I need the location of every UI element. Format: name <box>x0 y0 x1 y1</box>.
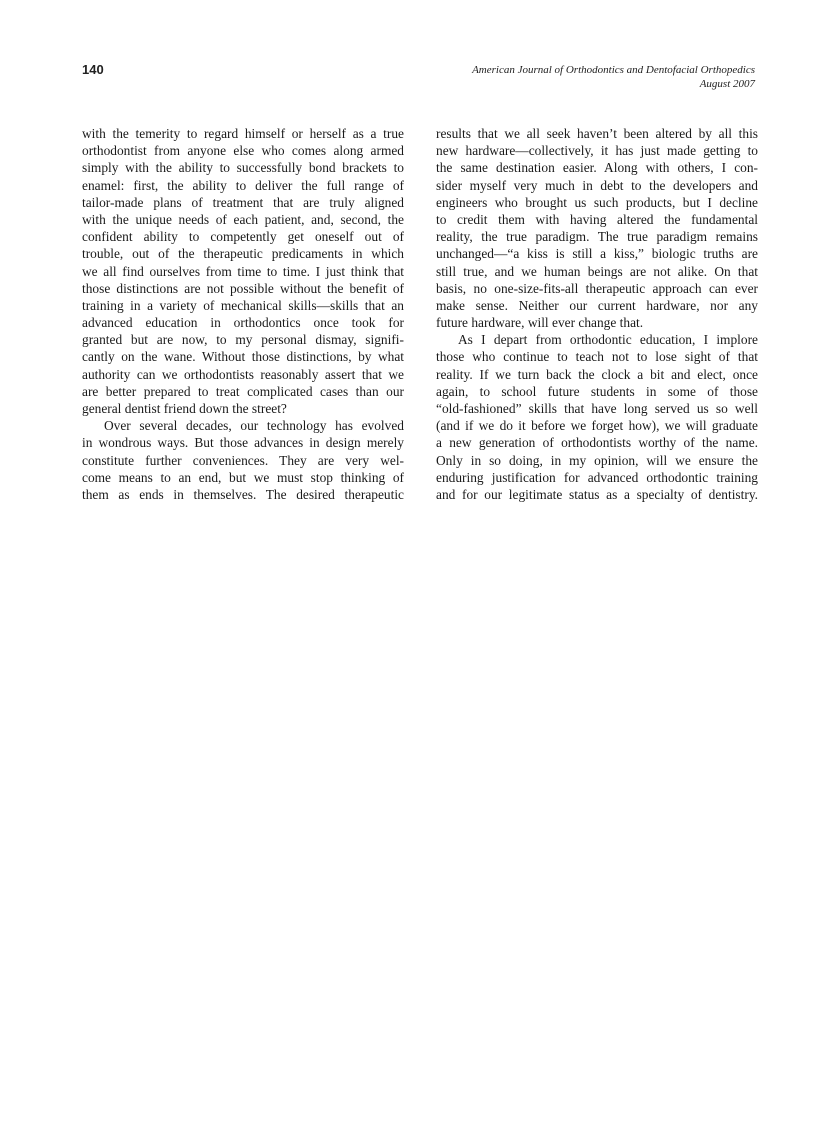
text-line: unchanged—“a kiss is still a kiss,” biologic truths are <box>436 246 758 262</box>
text-line: reality. If we turn back the clock a bit and elect, once <box>436 366 758 382</box>
text-line: make sense. Neither our current hardware, nor any <box>436 297 758 313</box>
text-line: As I depart from orthodontic education, I implore <box>458 332 758 348</box>
text-line: “old-fashioned” skills that have long served us so well <box>436 401 758 416</box>
text-line: confident ability to competently get oneself out of <box>82 229 404 245</box>
journal-title: American Journal of Orthodontics and Dentofacial Orthopedics <box>472 64 755 76</box>
text-line: those distinctions are not possible without the benefit of <box>82 280 404 296</box>
text-line: training in a variety of mechanical skills—skills that an <box>82 297 404 313</box>
text-line: to credit them with having altered the fundamental <box>436 211 758 227</box>
text-line: engineers who brought us such products, but I decline <box>436 194 758 210</box>
text-line: still true, and we human beings are not alike. On that <box>436 263 758 279</box>
text-line: trouble, out of the therapeutic predicaments in which <box>82 246 404 262</box>
text-line: enamel: first, the ability to deliver the full range of <box>82 177 404 193</box>
text-line: the same destination easier. Along with others, I con- <box>436 160 758 176</box>
text-line: them as ends in themselves. The desired therapeutic <box>82 486 404 502</box>
text-line: orthodontist from anyone else who comes along armed <box>82 143 404 159</box>
text-line: those who continue to teach not to lose sight of that <box>436 349 758 365</box>
text-line: general dentist friend down the street? <box>82 401 287 416</box>
text-line: Over several decades, our technology has evolved <box>104 418 404 434</box>
text-line: and for our legitimate status as a specialty of dentistry. <box>436 486 758 502</box>
text-line: in wondrous ways. But those advances in design merely <box>82 435 404 451</box>
right-column <box>436 125 758 503</box>
text-line: future hardware, will ever change that. <box>436 315 644 331</box>
text-line: basis, no one-size-fits-all therapeutic approach can ever <box>436 280 758 296</box>
text-line: reality, the true paradigm. The true paradigm remains <box>436 229 758 245</box>
text-line: constitute further conveniences. They are very wel- <box>82 452 404 468</box>
text-line: advanced education in orthodontics once took for <box>82 315 404 331</box>
text-line: new hardware—collectively, it has just made getting to <box>436 143 758 159</box>
issue-date: August 2007 <box>699 78 755 90</box>
running-head <box>472 63 755 91</box>
text-line: come means to an end, but we must stop thinking of <box>82 469 404 485</box>
text-line: granted but are now, to my personal dismay, signifi- <box>82 332 404 348</box>
page-number: 140 <box>82 62 104 77</box>
text-line: (and if we do it before we forget how), we will graduate <box>436 418 758 434</box>
text-line: with the temerity to regard himself or herself as a true <box>82 126 404 141</box>
text-line: results that we all seek haven’t been altered by all this <box>436 126 758 141</box>
text-line: Only in so doing, in my opinion, will we ensure the <box>436 452 758 468</box>
text-line: simply with the ability to successfully bond brackets to <box>82 160 404 176</box>
text-line: a new generation of orthodontists worthy of the name. <box>436 435 758 451</box>
text-line: sider myself very much in debt to the developers and <box>436 177 758 193</box>
left-column <box>82 125 404 503</box>
text-line: are better prepared to treat complicated cases than our <box>82 383 404 399</box>
text-line: enduring justification for advanced orthodontic training <box>436 469 758 485</box>
text-line: again, to school future students in some of those <box>436 383 758 399</box>
text-line: tailor-made plans of treatment that are truly aligned <box>82 194 404 210</box>
text-line: with the unique needs of each patient, and, second, the <box>82 211 404 227</box>
text-line: authority can we orthodontists reasonably assert that we <box>82 366 404 382</box>
text-line: we all find ourselves from time to time. I just think that <box>82 263 404 279</box>
text-line: cantly on the wane. Without those distinctions, by what <box>82 349 404 365</box>
